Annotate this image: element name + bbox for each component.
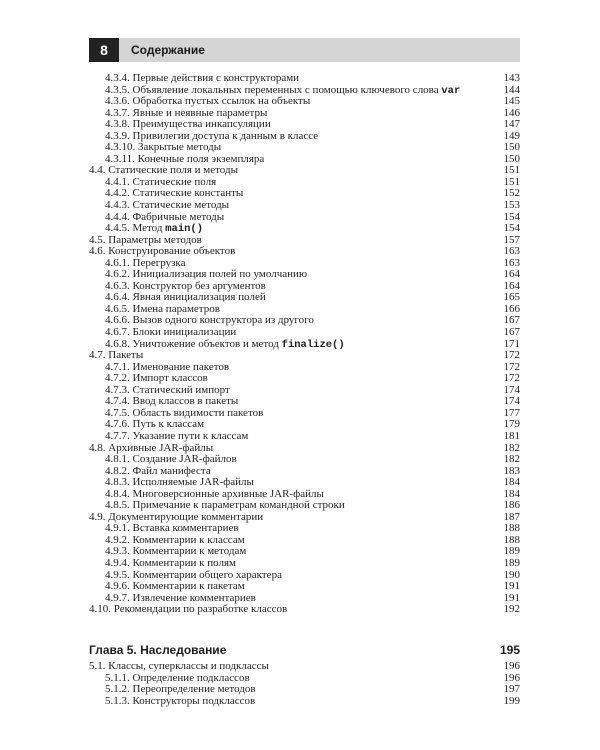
toc-entry-number: 4.7.1. <box>105 360 130 373</box>
toc-entry-number: 5.1. <box>89 660 106 672</box>
toc-entry-text: Конструкторы подклассов <box>132 694 256 707</box>
toc-entry-text: Комментарии к методам <box>132 545 247 558</box>
toc-entry-page: 182 <box>503 453 520 466</box>
toc-entry-number: 4.7.5. <box>105 406 130 419</box>
toc-entry-number: 4.4.3. <box>105 199 130 212</box>
toc-entry-text: Явная инициализация полей <box>132 291 266 304</box>
toc-entry-number: 4.6. <box>89 245 106 258</box>
toc-entry-page: 147 <box>503 118 520 131</box>
toc-entry-text: Конструирование объектов <box>108 245 236 258</box>
toc-entry-text: Фабричные методы <box>132 210 225 223</box>
toc-entry-page: 167 <box>503 314 520 327</box>
toc-entry-text: Классы, суперклассы и подклассы <box>108 660 269 672</box>
toc-entry-page: 187 <box>503 510 520 523</box>
toc-entry-page: 189 <box>503 545 520 558</box>
toc-entry-page: 177 <box>503 406 520 419</box>
toc-entry-text: Рекомендации по разработке классов <box>113 603 288 616</box>
toc-entry-text: Имена параметров <box>132 302 220 315</box>
toc-entry-text: Путь к классам <box>132 418 205 431</box>
toc-entry-number: 4.6.5. <box>105 302 130 315</box>
toc-entry-text: Ввод классов в пакеты <box>132 395 239 408</box>
toc-entry-text: Статические константы <box>132 187 244 200</box>
toc-entry-text: Статические поля и методы <box>108 164 238 177</box>
toc-entry-number: 4.9.3. <box>105 545 130 558</box>
toc-entry-text: Статический импорт <box>132 383 230 396</box>
toc-entry-page: 183 <box>503 464 520 477</box>
toc-entry-text: Пакеты <box>108 349 144 362</box>
toc-entry-number: 4.3.5. <box>105 83 130 96</box>
toc-entry-number: 4.9.1. <box>105 522 130 535</box>
toc-entry-page: 189 <box>503 556 520 569</box>
toc-entry-page: 188 <box>503 522 520 535</box>
toc-entry-page: 164 <box>503 268 520 281</box>
toc-entry-text: Комментарии к пакетам <box>132 580 245 593</box>
toc-entry-number: 4.6.4. <box>105 291 130 304</box>
toc-entry-number: 4.6.8. <box>105 337 130 350</box>
toc-entry-number: 4.5. <box>89 233 106 246</box>
toc-list <box>89 73 520 616</box>
toc-entry-text: Параметры методов <box>108 233 202 246</box>
toc-entry-number: 4.9.6. <box>105 580 130 593</box>
toc-entry-page: 163 <box>503 256 520 269</box>
toc-entry-number: 4.3.4. <box>105 72 130 84</box>
toc-entry-number: 4.9.2. <box>105 533 130 546</box>
toc-entry-number: 4.3.7. <box>105 106 130 119</box>
toc-entry-number: 4.8. <box>89 441 106 454</box>
toc-entry-number: 4.3.6. <box>105 95 130 108</box>
toc-entry-page: 146 <box>503 106 520 119</box>
toc-entry-text: Архивные JAR-файлы <box>108 441 214 454</box>
chapter-page: 195 <box>499 643 520 657</box>
toc-entry-number: 4.10. <box>89 603 111 616</box>
toc-entry-number: 4.6.7. <box>105 326 130 339</box>
toc-entry-text: Преимущества инкапсуляции <box>132 118 271 131</box>
toc-entry-page: 151 <box>503 175 520 188</box>
toc-entry-page: 150 <box>503 141 520 154</box>
toc-entry-number: 4.6.2. <box>105 268 130 281</box>
toc-entry-number: 4.4.5. <box>105 222 130 235</box>
toc-entry-text: Статические методы <box>132 199 230 212</box>
toc-entry-text: Комментарии общего характера <box>132 568 282 581</box>
toc-entry-page: 186 <box>503 499 520 512</box>
toc-entry-number: 4.8.1. <box>105 453 130 466</box>
toc-entry-text: Файл манифеста <box>132 464 211 477</box>
toc-entry-page: 181 <box>503 429 520 442</box>
toc-entry-page: 172 <box>503 360 520 373</box>
toc-entry-number: 5.1.1. <box>105 671 130 684</box>
toc-entry-page: 184 <box>503 487 520 500</box>
toc-entry-page: 164 <box>503 279 520 292</box>
toc-entry-page: 197 <box>503 683 520 696</box>
toc-entry-number: 4.8.5. <box>105 499 130 512</box>
toc-entry-page: 188 <box>503 533 520 546</box>
toc-entry-number: 4.3.10. <box>105 141 136 154</box>
chapter-title: Глава 5. Наследование <box>89 643 227 657</box>
toc-entry-number: 4.4. <box>89 164 106 177</box>
toc-entry-page: 163 <box>503 245 520 258</box>
toc-entry-text: Объявление локальных переменных с помощью ключевого слова <box>132 83 442 96</box>
toc-entry-text: Комментарии к классам <box>132 533 245 546</box>
chapter-heading <box>89 642 520 658</box>
toc-entry-number: 4.8.2. <box>105 464 130 477</box>
toc-entry-text: Комментарии к полям <box>132 556 236 569</box>
toc-entry <box>89 696 520 708</box>
toc-entry-page: 153 <box>503 199 520 212</box>
toc-entry-number: 4.6.6. <box>105 314 130 327</box>
toc-entry-page: 190 <box>503 568 520 581</box>
toc-entry-page: 171 <box>503 337 520 350</box>
toc-entry-code: var <box>441 84 461 97</box>
toc-entry-text: Перегрузка <box>132 256 186 269</box>
toc-entry-text: Вставка комментариев <box>132 522 239 535</box>
toc-entry-text: Первые действия с конструкторами <box>132 72 300 84</box>
toc-entry-number: 4.8.4. <box>105 487 130 500</box>
toc-entry <box>89 604 520 616</box>
toc-entry-text: Конечные поля экземпляра <box>137 152 265 165</box>
toc-entry-page: 144 <box>503 83 520 96</box>
toc-entry-page: 174 <box>503 395 520 408</box>
toc-entry-number: 4.3.9. <box>105 129 130 142</box>
toc-entry-text: Импорт классов <box>132 372 208 385</box>
toc-entry-number: 4.4.2. <box>105 187 130 200</box>
toc-entry-label <box>105 696 255 708</box>
toc-entry-text: Примечание к параметрам командной строки <box>132 499 345 512</box>
toc-entry-page: 143 <box>503 72 520 84</box>
toc-entry-page: 172 <box>503 372 520 385</box>
toc-entry <box>89 339 520 351</box>
toc-entry-page: 196 <box>503 671 520 684</box>
toc-entry-page: 145 <box>503 95 520 108</box>
page-title: Содержание <box>131 43 205 57</box>
toc-entry-number: 4.8.3. <box>105 476 130 489</box>
toc-entry-number: 4.9.5. <box>105 568 130 581</box>
toc-entry-number: 4.9.4. <box>105 556 130 569</box>
toc-entry-code: finalize() <box>281 338 345 351</box>
toc-entry-number: 4.9.7. <box>105 591 130 604</box>
toc-entry-page: 174 <box>503 383 520 396</box>
toc-entry-number: 4.9. <box>89 510 106 523</box>
toc-entry-page: 154 <box>503 222 520 235</box>
toc-entry-number: 5.1.2. <box>105 683 130 696</box>
toc-entry-page: 166 <box>503 302 520 315</box>
toc-entry-text: Конструктор без аргументов <box>132 279 266 292</box>
toc-entry-page: 179 <box>503 418 520 431</box>
toc-entry-number: 4.7.2. <box>105 372 130 385</box>
toc-entry-number: 4.7.3. <box>105 383 130 396</box>
toc-entry-page: 154 <box>503 210 520 223</box>
toc-entry-page: 149 <box>503 129 520 142</box>
toc-entry-text: Обработка пустых ссылок на объекты <box>132 95 311 108</box>
toc-entry-page: 182 <box>503 441 520 454</box>
toc-entry-number: 4.7.7. <box>105 429 130 442</box>
toc-entry-page: 165 <box>503 291 520 304</box>
toc-entry-label <box>89 604 287 616</box>
toc-entry-page: 199 <box>503 694 520 707</box>
toc-entry-page: 191 <box>503 591 520 604</box>
toc-entry-page: 167 <box>503 326 520 339</box>
toc-entry-text: Документирующие комментарии <box>108 510 264 523</box>
toc-entry-text: Исполняемые JAR-файлы <box>132 476 254 489</box>
chapter-toc-list <box>89 661 520 707</box>
toc-entry-text: Закрытые методы <box>138 141 222 154</box>
toc-entry-text: Создание JAR-файлов <box>132 453 237 466</box>
toc-entry-number: 4.3.8. <box>105 118 130 131</box>
toc-entry-page: 152 <box>503 187 520 200</box>
toc-entry-text: Метод <box>132 222 166 235</box>
toc-entry-text: Многоверсионные архивные JAR-файлы <box>132 487 324 500</box>
toc-entry-page: 150 <box>503 152 520 165</box>
toc-entry-number: 4.6.1. <box>105 256 130 269</box>
toc-entry-text: Статические поля <box>132 175 217 188</box>
toc-entry-text: Блоки инициализации <box>132 326 237 339</box>
toc-entry-number: 4.7. <box>89 349 106 362</box>
toc-entry-text: Именование пакетов <box>132 360 230 373</box>
page-number: 8 <box>89 38 119 62</box>
toc-entry-text: Область видимости пакетов <box>132 406 264 419</box>
toc-entry-text: Уничтожение объектов и метод <box>132 337 282 350</box>
page-header <box>89 38 520 62</box>
toc-entry-text: Переопределение методов <box>132 683 256 696</box>
toc-entry-text: Инициализация полей по умолчанию <box>132 268 308 281</box>
toc-entry-number: 5.1.3. <box>105 694 130 707</box>
toc-entry-number: 4.7.6. <box>105 418 130 431</box>
toc-entry-text: Определение подклассов <box>132 671 250 684</box>
toc-entry-number: 4.4.1. <box>105 175 130 188</box>
toc-entry-text: Извлечение комментариев <box>132 591 256 604</box>
toc-entry-page: 196 <box>503 660 520 672</box>
toc-entry-page: 184 <box>503 476 520 489</box>
toc-entry-number: 4.6.3. <box>105 279 130 292</box>
toc-entry-text: Указание пути к классам <box>132 429 249 442</box>
toc-entry-code: main() <box>165 223 204 236</box>
toc-entry-text: Вызов одного конструктора из другого <box>132 314 314 327</box>
toc-entry-page: 151 <box>503 164 520 177</box>
toc-entry-page: 172 <box>503 349 520 362</box>
toc-entry-page: 192 <box>503 603 520 616</box>
toc-entry-text: Привилегии доступа к данным в классе <box>132 129 319 142</box>
toc-entry-number: 4.3.11. <box>105 152 135 165</box>
toc-entry-page: 191 <box>503 580 520 593</box>
toc-entry-number: 4.7.4. <box>105 395 130 408</box>
toc-entry-text: Явные и неявные параметры <box>132 106 268 119</box>
toc-entry-number: 4.4.4. <box>105 210 130 223</box>
toc-entry-page: 157 <box>503 233 520 246</box>
